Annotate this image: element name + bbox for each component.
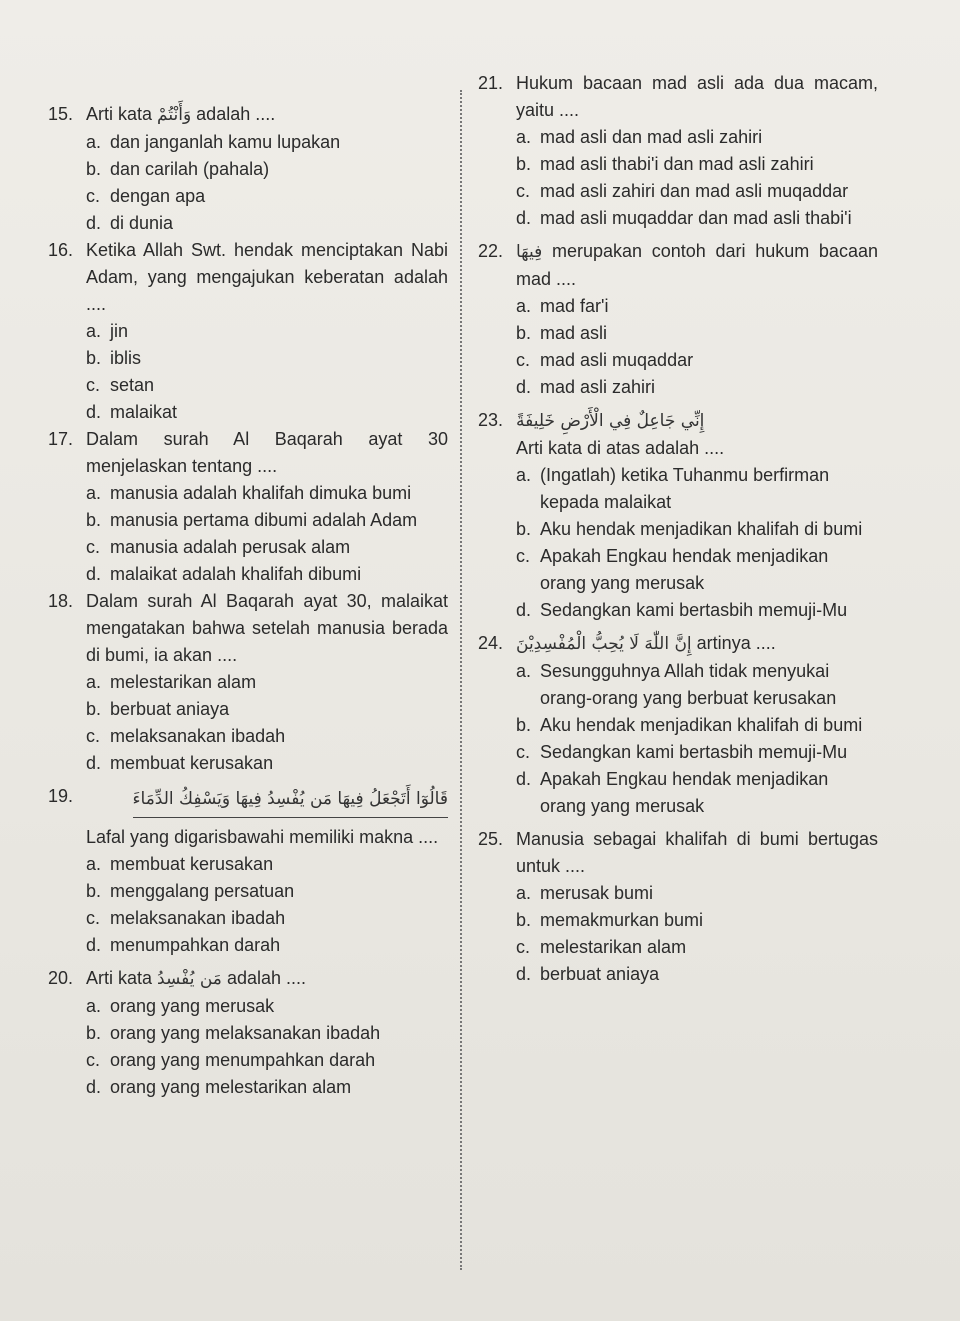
question-number: 21.	[478, 73, 504, 93]
question-15	[48, 101, 448, 129]
question-25	[478, 826, 878, 880]
question-text: Ketika Allah Swt. hendak menciptakan Nabi Adam, yang mengajukan keberatan adalah ....	[86, 240, 448, 314]
option-a: a. dan janganlah kamu lupakan	[86, 132, 341, 152]
option-d: d. membuat kerusakan	[86, 753, 274, 773]
arabic-word: مَن يُفْسِدُ	[157, 969, 222, 989]
question-number: 22.	[478, 241, 504, 261]
question-20	[48, 965, 448, 993]
arabic-verse: إِنِّي جَاعِلٌ فِي الْأَرْضِ خَلِيفَةً	[516, 411, 705, 431]
option-b: b. dan carilah (pahala)	[86, 159, 270, 179]
option-c: c. Apakah Engkau hendak menjadikan orang yang merusak	[516, 546, 829, 593]
arabic-word: فِيهَا	[516, 242, 543, 262]
arabic-verse: قَالُوٓا أَتَجْعَلُ فِيهَا مَن يُفْسِدُ فِيهَا وَيَسْفِكُ الدِّمَاءَ	[133, 783, 448, 818]
question-text: Hukum bacaan mad asli ada dua macam, yaitu ....	[516, 73, 878, 120]
option-d: d. Sedangkan kami bertasbih memuji-Mu	[516, 600, 848, 620]
option-d: d. berbuat aniaya	[516, 964, 660, 984]
option-d: d. orang yang melestarikan alam	[86, 1077, 352, 1097]
option-c: c. orang yang menumpahkan darah	[86, 1050, 376, 1070]
option-d: d. Apakah Engkau hendak menjadikan orang yang merusak	[516, 769, 829, 816]
option-a: a. mad far'i	[516, 296, 609, 316]
question-16	[48, 237, 448, 318]
question-text: adalah ....	[196, 104, 276, 124]
option-a: a. membuat kerusakan	[86, 854, 274, 874]
question-number: 24.	[478, 633, 504, 653]
question-text: Dalam surah Al Baqarah ayat 30 menjelaskan tentang ....	[86, 429, 448, 476]
question-number: 20.	[48, 968, 74, 988]
option-b: b. Aku hendak menjadikan khalifah di bumi	[516, 519, 863, 539]
option-b: b. mad asli thabi'i dan mad asli zahiri	[516, 154, 814, 174]
question-18	[48, 588, 448, 669]
question-number: 25.	[478, 829, 504, 849]
question-19	[48, 783, 448, 818]
question-text: Arti kata	[86, 104, 153, 124]
question-24	[478, 630, 878, 658]
question-21	[478, 70, 878, 124]
option-b: b. memakmurkan bumi	[516, 910, 704, 930]
option-c: c. mad asli muqaddar	[516, 350, 694, 370]
option-b: b. berbuat aniaya	[86, 699, 230, 719]
question-number: 19.	[48, 786, 74, 806]
question-22	[478, 238, 878, 293]
question-23	[478, 407, 878, 435]
arabic-verse: إِنَّ اللّٰهَ لَا يُحِبُّ الْمُفْسِدِيْنَ	[516, 634, 692, 654]
left-column	[48, 101, 448, 1101]
option-c: c. mad asli zahiri dan mad asli muqaddar	[516, 181, 849, 201]
column-divider	[460, 90, 462, 1270]
option-c: c. setan	[86, 375, 155, 395]
question-17	[48, 426, 448, 480]
question-number: 17.	[48, 429, 74, 449]
question-number: 16.	[48, 240, 74, 260]
option-c: c. dengan apa	[86, 186, 206, 206]
option-a: a. merusak bumi	[516, 883, 654, 903]
option-a: a. melestarikan alam	[86, 672, 257, 692]
question-text: merupakan contoh dari hukum bacaan mad ....	[516, 241, 878, 289]
question-text: adalah ....	[226, 968, 306, 988]
question-number: 15.	[48, 104, 74, 124]
question-number: 23.	[478, 410, 504, 430]
option-a: a. orang yang merusak	[86, 996, 275, 1016]
option-a: a. Sesungguhnya Allah tidak menyukai orang-orang yang berbuat kerusakan	[516, 661, 837, 708]
option-c: c. melaksanakan ibadah	[86, 908, 286, 928]
option-d: d. malaikat adalah khalifah dibumi	[86, 564, 362, 584]
option-c: c. melaksanakan ibadah	[86, 726, 286, 746]
option-d: d. mad asli zahiri	[516, 377, 656, 397]
option-d: d. di dunia	[86, 213, 174, 233]
option-a: a. manusia adalah khalifah dimuka bumi	[86, 483, 412, 503]
question-number: 18.	[48, 591, 74, 611]
option-b: b. manusia pertama dibumi adalah Adam	[86, 510, 418, 530]
option-c: c. manusia adalah perusak alam	[86, 537, 351, 557]
option-c: c. Sedangkan kami bertasbih memuji-Mu	[516, 742, 848, 762]
option-b: b. Aku hendak menjadikan khalifah di bumi	[516, 715, 863, 735]
option-d: d. malaikat	[86, 402, 178, 422]
question-text: Manusia sebagai khalifah di bumi bertugas untuk ....	[516, 829, 878, 876]
option-d: d. menumpahkan darah	[86, 935, 281, 955]
question-text: Lafal yang digarisbawahi memiliki makna ....	[86, 827, 439, 847]
question-text: Dalam surah Al Baqarah ayat 30, malaikat mengatakan bahwa setelah manusia berada di bumi, ia akan ....	[86, 591, 448, 665]
option-b: b. orang yang melaksanakan ibadah	[86, 1023, 381, 1043]
option-a: a. (Ingatlah) ketika Tuhanmu berfirman kepada malaikat	[516, 465, 830, 512]
option-a: a. jin	[86, 321, 129, 341]
option-b: b. menggalang persatuan	[86, 881, 295, 901]
question-text: Arti kata	[86, 968, 153, 988]
question-text: artinya ....	[696, 633, 776, 653]
option-b: b. iblis	[86, 348, 142, 368]
option-b: b. mad asli	[516, 323, 608, 343]
question-text: Arti kata di atas adalah ....	[516, 438, 725, 458]
right-column	[478, 70, 878, 988]
option-c: c. melestarikan alam	[516, 937, 687, 957]
option-d: d. mad asli muqaddar dan mad asli thabi'i	[516, 208, 852, 228]
arabic-word: وَأَنْتُمْ	[157, 105, 192, 125]
option-a: a. mad asli dan mad asli zahiri	[516, 127, 763, 147]
